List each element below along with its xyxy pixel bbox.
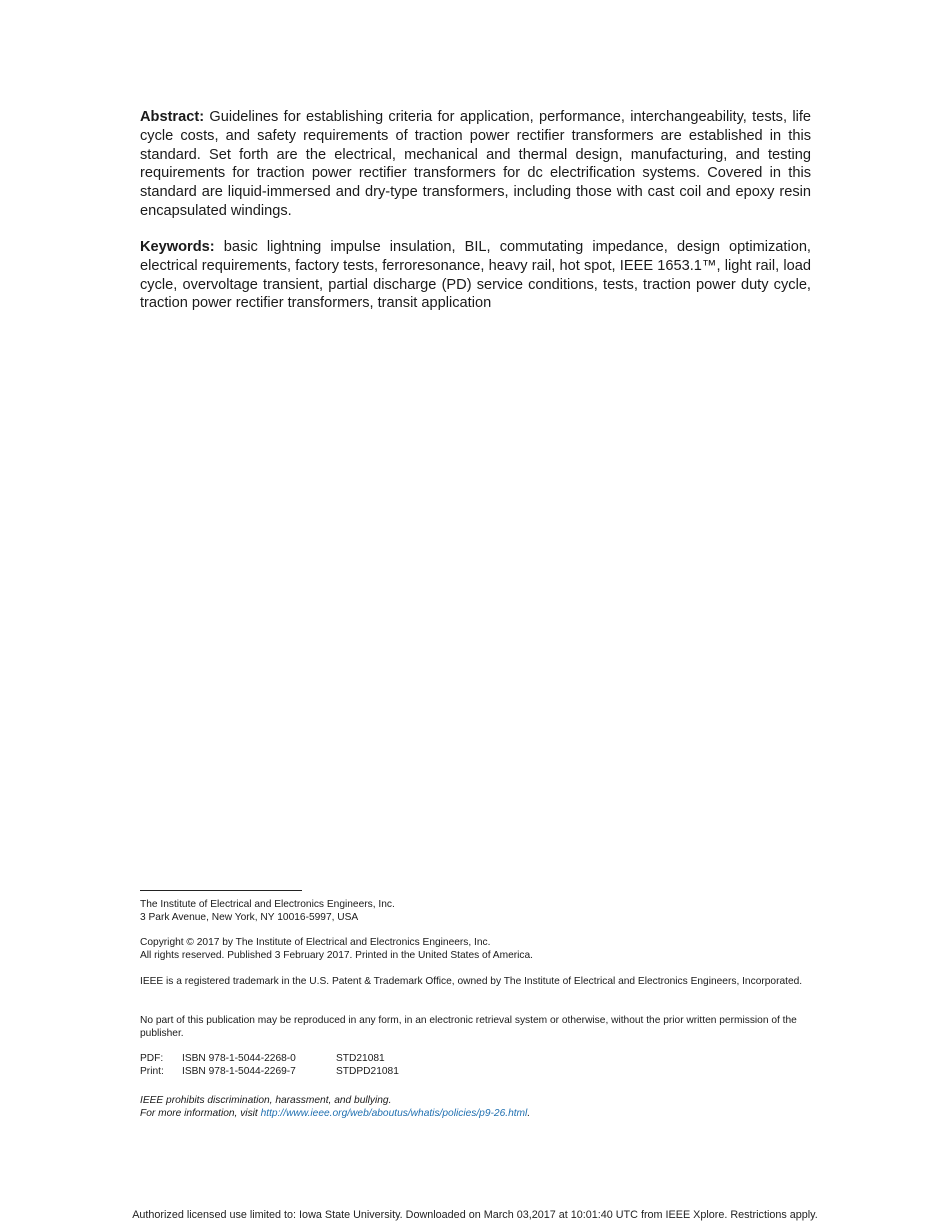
abstract-label: Abstract: — [140, 109, 205, 125]
conduct-info-suffix: . — [527, 1108, 531, 1119]
isbn-row-pdf — [140, 1052, 811, 1065]
publisher-name: The Institute of Electrical and Electronics Engineers, Inc. — [140, 899, 395, 910]
conduct-statement: IEEE prohibits discrimination, harassment, and bullying. — [140, 1095, 392, 1106]
keywords-paragraph — [140, 238, 811, 313]
trademark-notice: IEEE is a registered trademark in the U.S. Patent & Trademark Office, owned by The Institute of Electrical and Electronics Engineers, Incorporated. — [140, 976, 803, 987]
publication-line: All rights reserved. Published 3 February 2017. Printed in the United States of America. — [140, 950, 533, 961]
isbn-row-print — [140, 1065, 811, 1078]
conduct-notice — [140, 1094, 811, 1120]
copyright-notice — [140, 936, 811, 962]
rights-notice: No part of this publication may be reproduced in any form, in an electronic retrieval system or otherwise, without the prior written permission of the publisher. — [140, 1015, 797, 1039]
isbn-number: ISBN 978-1-5044-2268-0 — [182, 1053, 296, 1064]
authorization-banner: Authorized licensed use limited to: Iowa State University. Downloaded on March 03,2017 at 10:01:40 UTC from IEEE Xplore. Restrictions apply. — [132, 1209, 818, 1221]
conduct-info-line — [140, 1107, 811, 1120]
isbn-code: STDPD21081 — [336, 1066, 399, 1077]
abstract-text: Guidelines for establishing criteria for application, performance, interchangeability, tests, life cycle costs, and safety requirements of traction power rectifier transformers are established in this standard. Set forth are the electrical, mechanical and thermal design, manufacturing, and testing requirements for traction power rectifier transformers for dc electrification systems. Covered in this standard are liquid-immersed and dry-type transformers, including those with cast coil and epoxy resin encapsulated windings. — [140, 109, 812, 219]
publisher-address — [140, 898, 811, 924]
abstract-paragraph — [140, 108, 811, 221]
isbn-code: STD21081 — [336, 1053, 385, 1064]
isbn-format: PDF: — [140, 1053, 164, 1064]
conduct-info-prefix: For more information, visit — [140, 1108, 261, 1119]
keywords-label: Keywords: — [140, 239, 215, 255]
isbn-table — [140, 1052, 811, 1078]
publisher-street: 3 Park Avenue, New York, NY 10016-5997, USA — [140, 912, 359, 923]
isbn-format: Print: — [140, 1066, 164, 1077]
isbn-number: ISBN 978-1-5044-2269-7 — [182, 1066, 296, 1077]
copyright-line: Copyright © 2017 by The Institute of Electrical and Electronics Engineers, Inc. — [140, 937, 491, 948]
policy-link[interactable]: http://www.ieee.org/web/aboutus/whatis/policies/p9-26.html — [260, 1108, 528, 1119]
keywords-text: basic lightning impulse insulation, BIL, commutating impedance, design optimization, electrical requirements, factory tests, ferroresonance, heavy rail, hot spot, IEEE 1653.1™, light rail, load cycle, overvoltage transient, partial discharge (PD) service conditions, tests, traction power duty cycle, traction power rectifier transformers, transit application — [140, 239, 811, 312]
footnote-divider — [140, 890, 302, 891]
